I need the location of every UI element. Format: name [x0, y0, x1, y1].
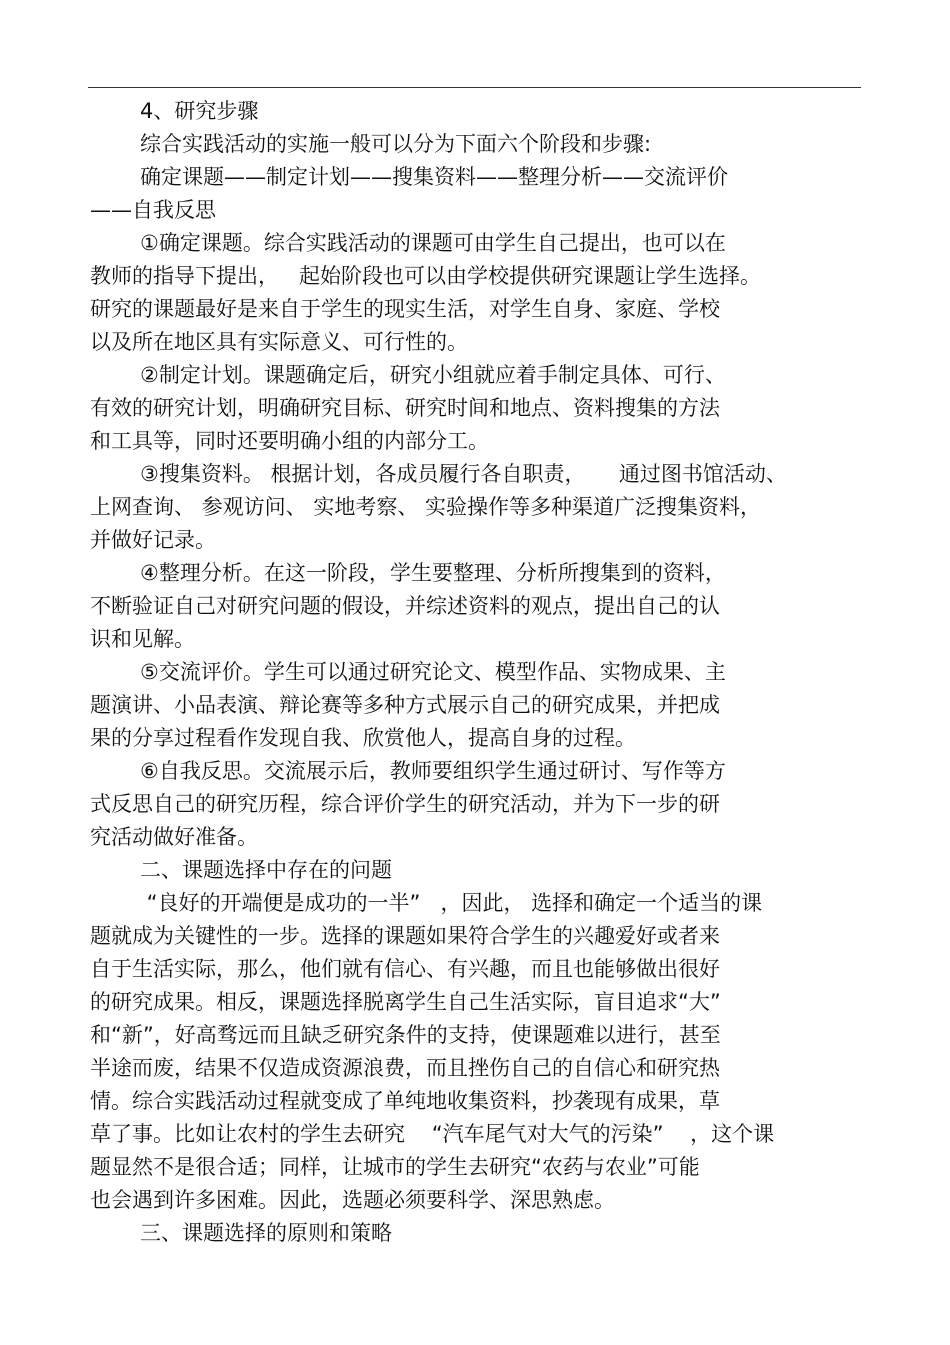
paragraph-line: 也会遇到许多困难。因此，选题必须要科学、深思熟虑。 [90, 1188, 615, 1212]
paragraph-line: 草了事。比如让农村的学生去研究 “汽车尾气对大气的污染” ，这个课 [90, 1122, 775, 1146]
paragraph-line: 上网查询、 参观访问、 实地考察、 实验操作等多种渠道广泛搜集资料， [90, 495, 762, 519]
paragraph-line: 半途而废，结果不仅造成资源浪费，而且挫伤自己的自信心和研究热 [90, 1056, 720, 1080]
paragraph-line: 果的分享过程看作发现自我、欣赏他人，提高自身的过程。 [90, 726, 636, 750]
paragraph-line: 识和见解。 [90, 627, 195, 651]
paragraph-line: 情。综合实践活动过程就变成了单纯地收集资料，抄袭现有成果，草 [90, 1089, 720, 1113]
paragraph-line: ⑥自我反思。交流展示后，教师要组织学生通过研讨、写作等方 [140, 759, 726, 783]
paragraph-line: 题显然不是很合适；同样，让城市的学生去研究“农药与农业”可能 [90, 1155, 700, 1179]
paragraph-line: 和“新”，好高骛远而且缺乏研究条件的支持，使课题难以进行，甚至 [90, 1023, 721, 1047]
paragraph-line: ①确定课题。综合实践活动的课题可由学生自己提出，也可以在 [140, 231, 726, 255]
paragraph-line: 式反思自己的研究历程，综合评价学生的研究活动，并为下一步的研 [90, 792, 720, 816]
paragraph-line: 究活动做好准备。 [90, 825, 258, 849]
paragraph-line: ④整理分析。在这一阶段，学生要整理、分析所搜集到的资料， [140, 561, 726, 585]
header-rule [88, 87, 861, 88]
section-heading-research-steps: 4、研究步骤 [140, 99, 259, 123]
paragraph-line: 题演讲、小品表演、辩论赛等多种方式展示自己的研究成果，并把成 [90, 693, 720, 717]
paragraph-line: 研究的课题最好是来自于学生的现实生活，对学生自身、家庭、学校 [90, 297, 720, 321]
paragraph-line: 不断验证自己对研究问题的假设，并综述资料的观点，提出自己的认 [90, 594, 720, 618]
paragraph-line: 题就成为关键性的一步。选择的课题如果符合学生的兴趣爱好或者来 [90, 924, 720, 948]
paragraph-line: 综合实践活动的实施一般可以分为下面六个阶段和步骤: [140, 132, 652, 156]
section-heading-problems: 二、课题选择中存在的问题 [140, 858, 392, 882]
section-heading-principles: 三、课题选择的原则和策略 [140, 1221, 392, 1245]
paragraph-line: 教师的指导下提出， 起始阶段也可以由学校提供研究课题让学生选择。 [90, 264, 762, 288]
paragraph-line: 自于生活实际，那么，他们就有信心、有兴趣，而且也能够做出很好 [90, 957, 720, 981]
paragraph-line: “良好的开端便是成功的一半” ，因此， 选择和确定一个适当的课 [140, 891, 763, 915]
paragraph-line: 和工具等，同时还要明确小组的内部分工。 [90, 429, 489, 453]
paragraph-line: ③搜集资料。 根据计划，各成员履行各自职责， 通过图书馆活动、 [140, 462, 787, 486]
paragraph-line: 有效的研究计划，明确研究目标、研究时间和地点、资料搜集的方法 [90, 396, 720, 420]
paragraph-line: ⑤交流评价。学生可以通过研究论文、模型作品、实物成果、主 [140, 660, 726, 684]
paragraph-line: 的研究成果。相反，课题选择脱离学生自己生活实际，盲目追求“大” [90, 990, 721, 1014]
paragraph-line: 确定课题——制定计划——搜集资料——整理分析——交流评价 [140, 165, 728, 189]
paragraph-line: 以及所在地区具有实际意义、可行性的。 [90, 330, 468, 354]
paragraph-line: ②制定计划。课题确定后，研究小组就应着手制定具体、可行、 [140, 363, 726, 387]
paragraph-line: 并做好记录。 [90, 528, 216, 552]
paragraph-line: ——自我反思 [90, 198, 216, 222]
